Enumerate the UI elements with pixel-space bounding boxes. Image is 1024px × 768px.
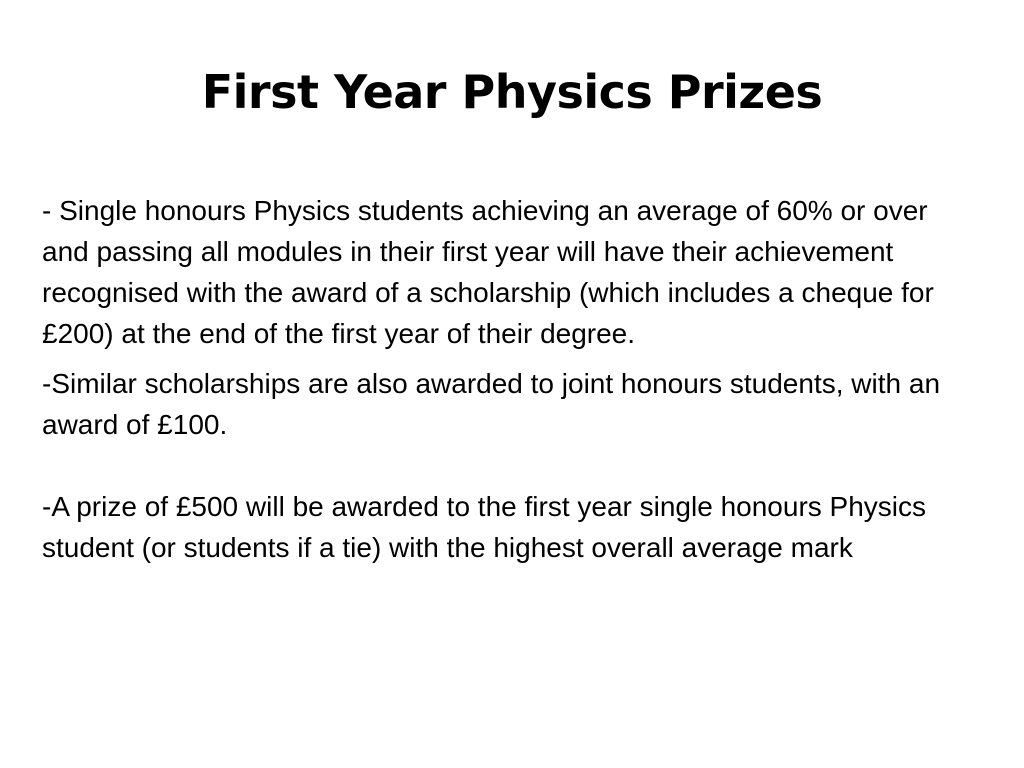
slide-body <box>42 190 982 568</box>
paragraph-joint-honours-scholarship: -Similar scholarships are also awarded to joint honours students, with an award of £100. <box>42 368 941 440</box>
slide-title: First Year Physics Prizes <box>201 65 823 119</box>
paragraph-single-honours-scholarship: - Single honours Physics students achieving an average of 60% or over and passing all modules in their first year will have their achievement recognised with the award of a scholarship (which includes a cheque for £200) at the end of the first year of their degree. <box>42 195 934 349</box>
paragraph-top-student-prize: -A prize of £500 will be awarded to the first year single honours Physics student (or students if a tie) with the highest overall average mark <box>42 491 927 563</box>
